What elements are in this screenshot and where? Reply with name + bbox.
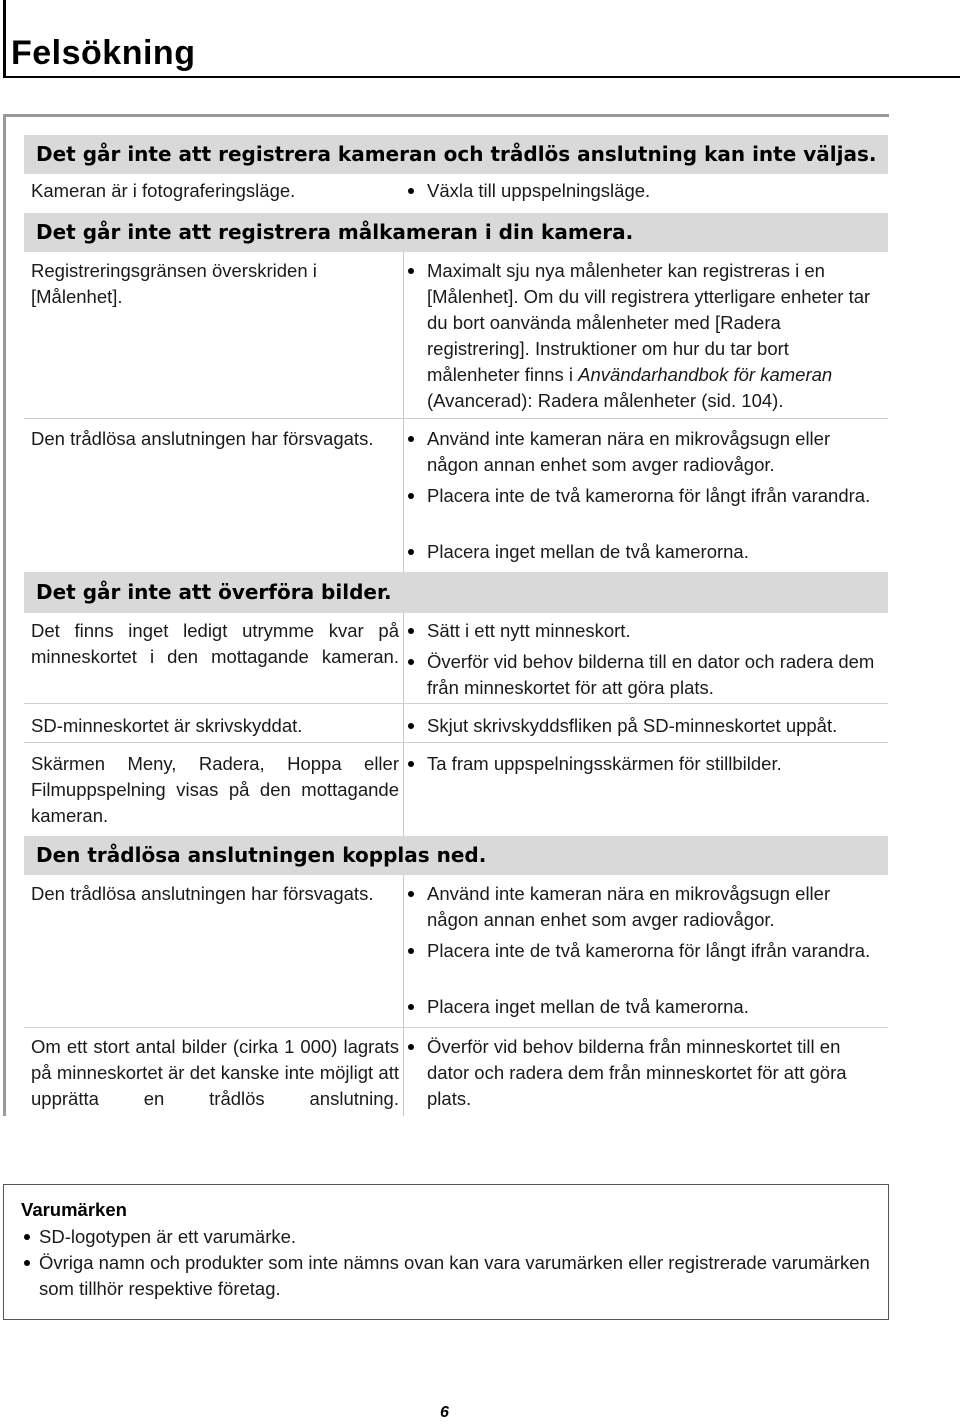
solution-bullet: Överför vid behov bilderna till en dator och radera dem från minneskortet för att göra plats. [427, 649, 877, 701]
solution-text: Maximalt sju nya målenheter kan registreras i en [Målenhet]. Om du vill registrera ytterligare enheter tar du bort oanvända målenheter med [Radera registrering]. Instruktioner om hur du tar bort målenheter finns i [427, 260, 871, 385]
problem-text [31, 751, 399, 829]
section-frame-left [3, 114, 6, 1116]
solution-text-end: (Avancerad): Radera målenheter (sid. 104). [427, 390, 784, 411]
section-heading [24, 836, 888, 875]
row-divider [24, 742, 888, 743]
solution-bullet: Använd inte kameran nära en mikrovågsugn eller någon annan enhet som avger radiovågor. [427, 426, 877, 478]
problem-text: Registreringsgränsen överskriden i [Målenhet]. [31, 260, 317, 307]
problem-text: Den trådlösa anslutningen har försvagats. [31, 883, 374, 904]
solution-bullet [427, 258, 877, 414]
problem-text-content: Om ett stort antal bilder (cirka 1 000) lagrats på minneskortet är det kanske inte möjligt att upprätta en trådlös anslutning. [31, 1036, 399, 1109]
solution-bullet: Placera inget mellan de två kamerorna. [427, 994, 877, 1020]
row-divider [24, 703, 888, 704]
section-heading-text: Det går inte att överföra bilder. [36, 580, 392, 604]
solution-bullet: Placera inte de två kamerorna för långt ifrån varandra. [427, 938, 877, 964]
column-divider [403, 252, 404, 572]
problem-text [31, 618, 399, 670]
trademark-item: SD-logotypen är ett varumärke. [39, 1224, 879, 1250]
problem-text-content: Skärmen Meny, Radera, Hoppa eller Filmuppspelning visas på den mottagande kameran. [31, 753, 399, 826]
section-heading-text: Det går inte att registrera kameran och trådlös anslutning kan inte väljas. [36, 142, 877, 166]
solution-bullet: Placera inte de två kamerorna för långt ifrån varandra. [427, 483, 877, 509]
section-heading [24, 213, 888, 252]
problem-text-content: Det finns inget ledigt utrymme kvar på minneskortet i den mottagande kameran. [31, 620, 399, 667]
problem-text: SD-minneskortet är skrivskyddat. [31, 715, 303, 736]
section-frame-top [3, 114, 889, 117]
solution-bullet: Använd inte kameran nära en mikrovågsugn eller någon annan enhet som avger radiovågor. [427, 881, 877, 933]
solution-bullet: Placera inget mellan de två kamerorna. [427, 539, 877, 565]
section-heading-text: Det går inte att registrera målkameran i din kamera. [36, 220, 634, 244]
solution-bullet: Skjut skrivskyddsfliken på SD-minneskortet uppåt. [427, 713, 877, 739]
solution-bullet: Sätt i ett nytt minneskort. [427, 618, 877, 644]
column-divider [403, 875, 404, 1116]
page-title: Felsökning [11, 34, 196, 72]
page-number: 6 [440, 1404, 449, 1421]
row-divider [24, 418, 888, 419]
section-heading-text: Den trådlösa anslutningen kopplas ned. [36, 843, 487, 867]
trademark-item: Övriga namn och produkter som inte nämns ovan kan vara varumärken eller registrerade varumärken som tillhör respektive företag. [39, 1250, 879, 1302]
trademarks-title: Varumärken [21, 1199, 127, 1220]
solution-bullet: Ta fram uppspelningsskärmen för stillbilder. [427, 751, 877, 777]
solution-bullet: Överför vid behov bilderna från minneskortet till en dator och radera dem från minneskortet för att göra plats. [427, 1034, 877, 1112]
manual-reference: Användarhandbok för kameran [578, 364, 833, 385]
solution-bullet: Växla till uppspelningsläge. [427, 178, 877, 204]
section-heading [24, 135, 888, 174]
row-divider [24, 1027, 888, 1028]
problem-text: Kameran är i fotograferingsläge. [31, 180, 296, 201]
problem-text: Den trådlösa anslutningen har försvagats. [31, 428, 374, 449]
section-heading [24, 572, 888, 613]
column-divider [403, 613, 404, 836]
problem-text [31, 1034, 399, 1112]
